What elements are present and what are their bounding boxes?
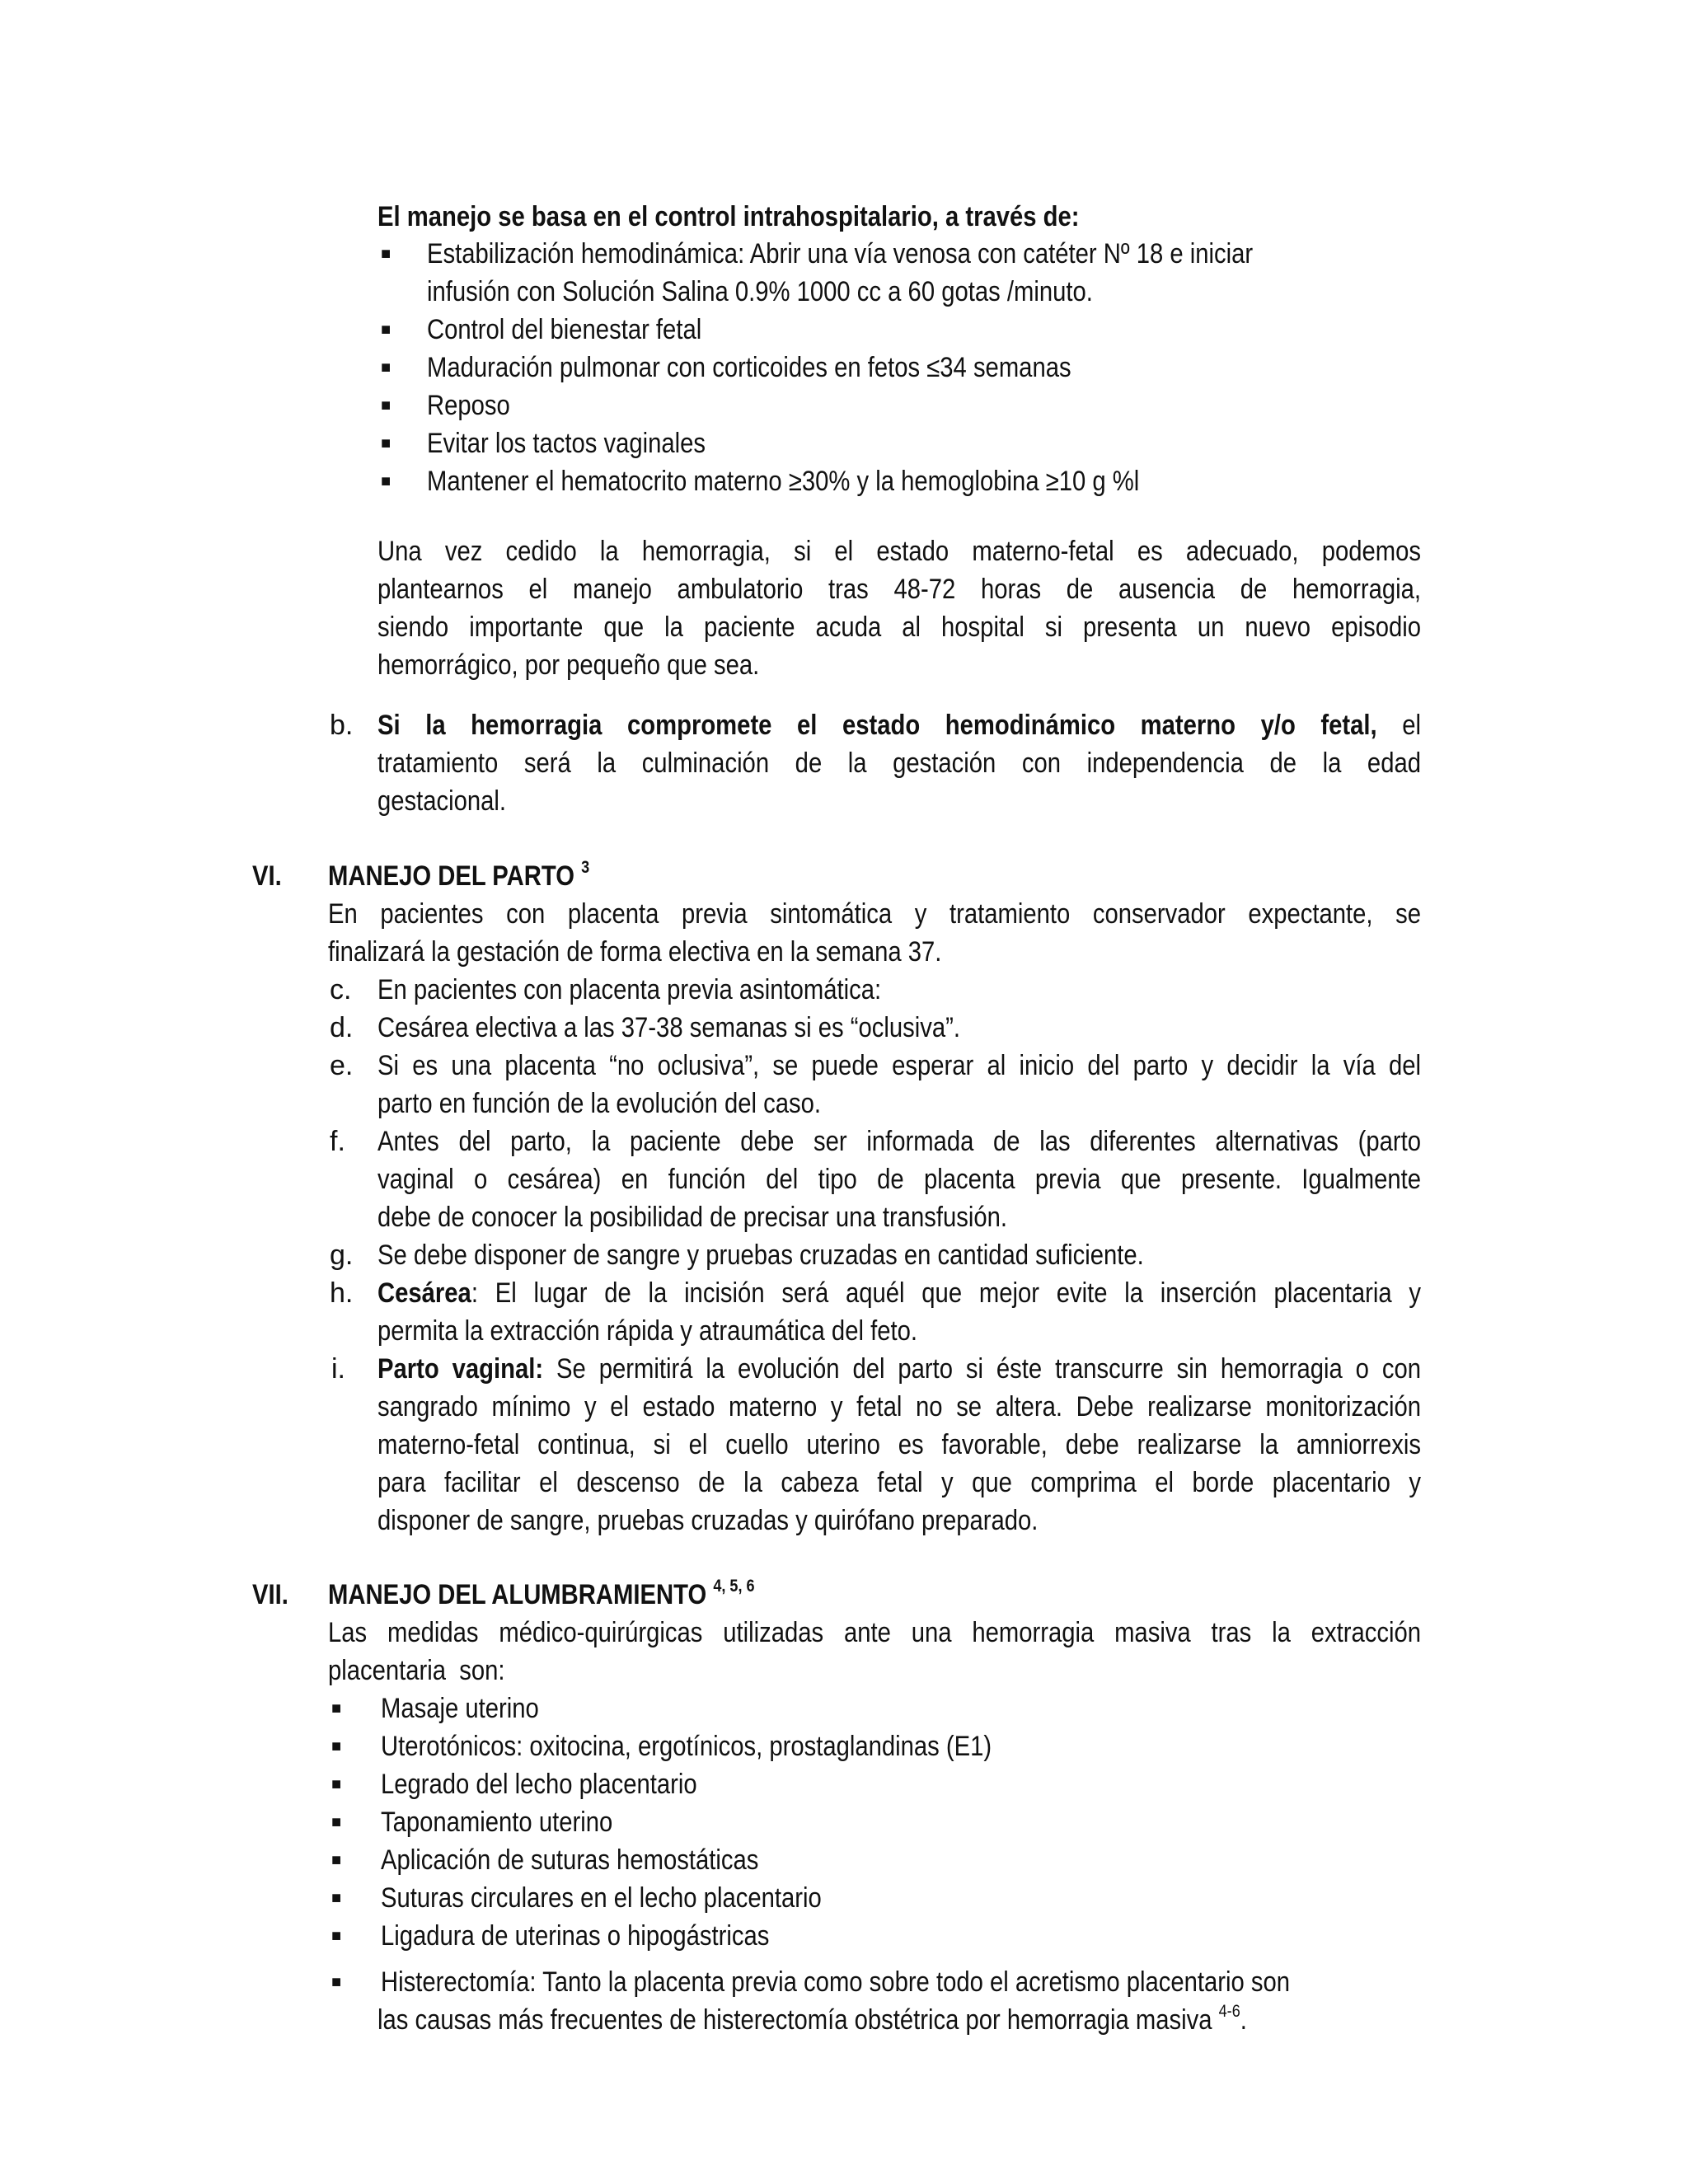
section-title bbox=[328, 1576, 755, 1614]
list-item-continuation: para facilitar el descenso de la cabeza fetal y que comprima el borde placentario y bbox=[377, 1467, 1421, 1498]
list-item: Cesárea electiva a las 37-38 semanas si es “oclusiva”. bbox=[377, 1012, 960, 1043]
list-item-continuation: debe de conocer la posibilidad de precisar una transfusión. bbox=[377, 1202, 1007, 1233]
list-item: Control del bienestar fetal bbox=[427, 314, 702, 345]
item-b-bold-text: Si la hemorragia compromete el estado hemodinámico materno y/o fetal, bbox=[377, 710, 1377, 741]
list-marker: i. bbox=[331, 1353, 345, 1385]
item-b-line1 bbox=[377, 706, 1421, 744]
list-item: Histerectomía: Tanto la placenta previa como sobre todo el acretismo placentario son bbox=[381, 1966, 1291, 1998]
list-item: infusión con Solución Salina 0.9% 1000 cc a 60 gotas /minuto. bbox=[427, 276, 1093, 307]
list-item-continuation: sangrado mínimo y el estado materno y fetal no se altera. Debe realizarse monitorización bbox=[377, 1391, 1421, 1422]
list-item: Estabilización hemodinámica: Abrir una vía venosa con catéter Nº 18 e iniciar bbox=[427, 238, 1254, 269]
item-b-line2: tratamiento será la culminación de la gestación con independencia de la edad bbox=[377, 748, 1421, 779]
bullet-marker: ■ bbox=[381, 396, 392, 415]
bullet-marker: ■ bbox=[331, 1889, 342, 1907]
bullet-marker: ■ bbox=[331, 1927, 342, 1945]
section-numeral: VII. bbox=[252, 1579, 288, 1610]
paragraph-line: plantearnos el manejo ambulatorio tras 48-72 horas de ausencia de hemorragia, bbox=[377, 574, 1421, 605]
reference-superscript: 4-6 bbox=[1218, 2002, 1240, 2021]
list-marker: c. bbox=[330, 974, 352, 1005]
item-text: : El lugar de la incisión será aquél que mejor evite la inserción placentaria y bbox=[471, 1277, 1421, 1309]
list-item-continuation: materno-fetal continua, si el cuello uterino es favorable, debe realizarse la amniorrexis bbox=[377, 1429, 1421, 1460]
section-intro-line: finalizará la gestación de forma electiva en la semana 37. bbox=[328, 936, 942, 968]
reference-superscript: 3 bbox=[581, 858, 590, 877]
section-numeral: VI. bbox=[252, 860, 282, 892]
bullet-marker: ■ bbox=[381, 472, 392, 490]
bullet-marker: ■ bbox=[331, 1851, 342, 1869]
list-marker: e. bbox=[330, 1050, 354, 1081]
section-title-text: MANEJO DEL PARTO bbox=[328, 860, 574, 892]
list-item bbox=[377, 1274, 1421, 1312]
bullet-marker: ■ bbox=[331, 1775, 342, 1793]
list-item: Legrado del lecho placentario bbox=[381, 1769, 697, 1800]
item-text: Se permitirá la evolución del parto si éste transcurre sin hemorragia o con bbox=[543, 1353, 1422, 1385]
list-item: En pacientes con placenta previa asintomática: bbox=[377, 974, 882, 1005]
list-item: Antes del parto, la paciente debe ser informada de las diferentes alternativas (parto bbox=[377, 1126, 1421, 1157]
item-bold-label: Parto vaginal: bbox=[377, 1353, 544, 1385]
list-item-continuation bbox=[377, 2001, 1247, 2039]
section-intro-line: En pacientes con placenta previa sintomática y tratamiento conservador expectante, se bbox=[328, 898, 1421, 930]
list-item: Maduración pulmonar con corticoides en fetos ≤34 semanas bbox=[427, 352, 1071, 383]
item-bold-label: Cesárea bbox=[377, 1277, 471, 1309]
list-marker: g. bbox=[330, 1240, 354, 1271]
list-item: Reposo bbox=[427, 390, 510, 421]
reference-superscript: 4, 5, 6 bbox=[713, 1577, 755, 1596]
bullet-marker: ■ bbox=[331, 1973, 342, 1991]
list-item: Mantener el hematocrito materno ≥30% y la hemoglobina ≥10 g %l bbox=[427, 466, 1140, 497]
bullet-marker: ■ bbox=[331, 1813, 342, 1831]
bullet-marker: ■ bbox=[331, 1737, 342, 1755]
bullet-marker: ■ bbox=[381, 321, 392, 339]
section-intro-line: placentaria son: bbox=[328, 1655, 505, 1686]
bullet-marker: ■ bbox=[381, 434, 392, 452]
item-b-line3: gestacional. bbox=[377, 785, 507, 817]
list-item: Aplicación de suturas hemostáticas bbox=[381, 1844, 759, 1876]
section-title-text: MANEJO DEL ALUMBRAMIENTO bbox=[328, 1579, 707, 1610]
list-item: Masaje uterino bbox=[381, 1693, 539, 1724]
list-item: Taponamiento uterino bbox=[381, 1807, 613, 1838]
list-item-continuation: vaginal o cesárea) en función del tipo de placenta previa que presente. Igualmente bbox=[377, 1164, 1421, 1195]
list-item: Si es una placenta “no oclusiva”, se puede esperar al inicio del parto y decidir la vía del bbox=[377, 1050, 1421, 1081]
paragraph-line: hemorrágico, por pequeño que sea. bbox=[377, 649, 760, 681]
list-marker: f. bbox=[330, 1126, 345, 1157]
intro-heading: El manejo se basa en el control intrahospitalario, a través de: bbox=[377, 201, 1080, 232]
list-item-text: las causas más frecuentes de histerectomía obstétrica por hemorragia masiva bbox=[377, 2004, 1212, 2036]
list-item: Evitar los tactos vaginales bbox=[427, 428, 706, 459]
sentence-end: . bbox=[1240, 2004, 1247, 2036]
section-intro-line: Las medidas médico-quirúrgicas utilizadas ante una hemorragia masiva tras la extracción bbox=[328, 1617, 1421, 1648]
list-item bbox=[377, 1350, 1421, 1388]
item-b-rest: el bbox=[1402, 710, 1421, 741]
paragraph-line: siendo importante que la paciente acuda al hospital si presenta un nuevo episodio bbox=[377, 612, 1421, 643]
section-title bbox=[328, 857, 589, 895]
bullet-marker: ■ bbox=[331, 1699, 342, 1718]
list-item: Uterotónicos: oxitocina, ergotínicos, prostaglandinas (E1) bbox=[381, 1731, 992, 1762]
bullet-marker: ■ bbox=[381, 359, 392, 377]
list-marker: b. bbox=[330, 710, 354, 741]
paragraph-line: Una vez cedido la hemorragia, si el estado materno-fetal es adecuado, podemos bbox=[377, 536, 1421, 567]
bullet-marker: ■ bbox=[381, 245, 392, 263]
list-item: Ligadura de uterinas o hipogástricas bbox=[381, 1920, 770, 1952]
list-marker: d. bbox=[330, 1012, 354, 1043]
list-item-continuation: disponer de sangre, pruebas cruzadas y quirófano preparado. bbox=[377, 1505, 1039, 1536]
list-item-continuation: parto en función de la evolución del caso. bbox=[377, 1088, 822, 1119]
list-item: Suturas circulares en el lecho placentario bbox=[381, 1882, 822, 1914]
list-item: Se debe disponer de sangre y pruebas cruzadas en cantidad suficiente. bbox=[377, 1240, 1144, 1271]
list-marker: h. bbox=[330, 1277, 354, 1309]
list-item-continuation: permita la extracción rápida y atraumática del feto. bbox=[377, 1315, 917, 1347]
